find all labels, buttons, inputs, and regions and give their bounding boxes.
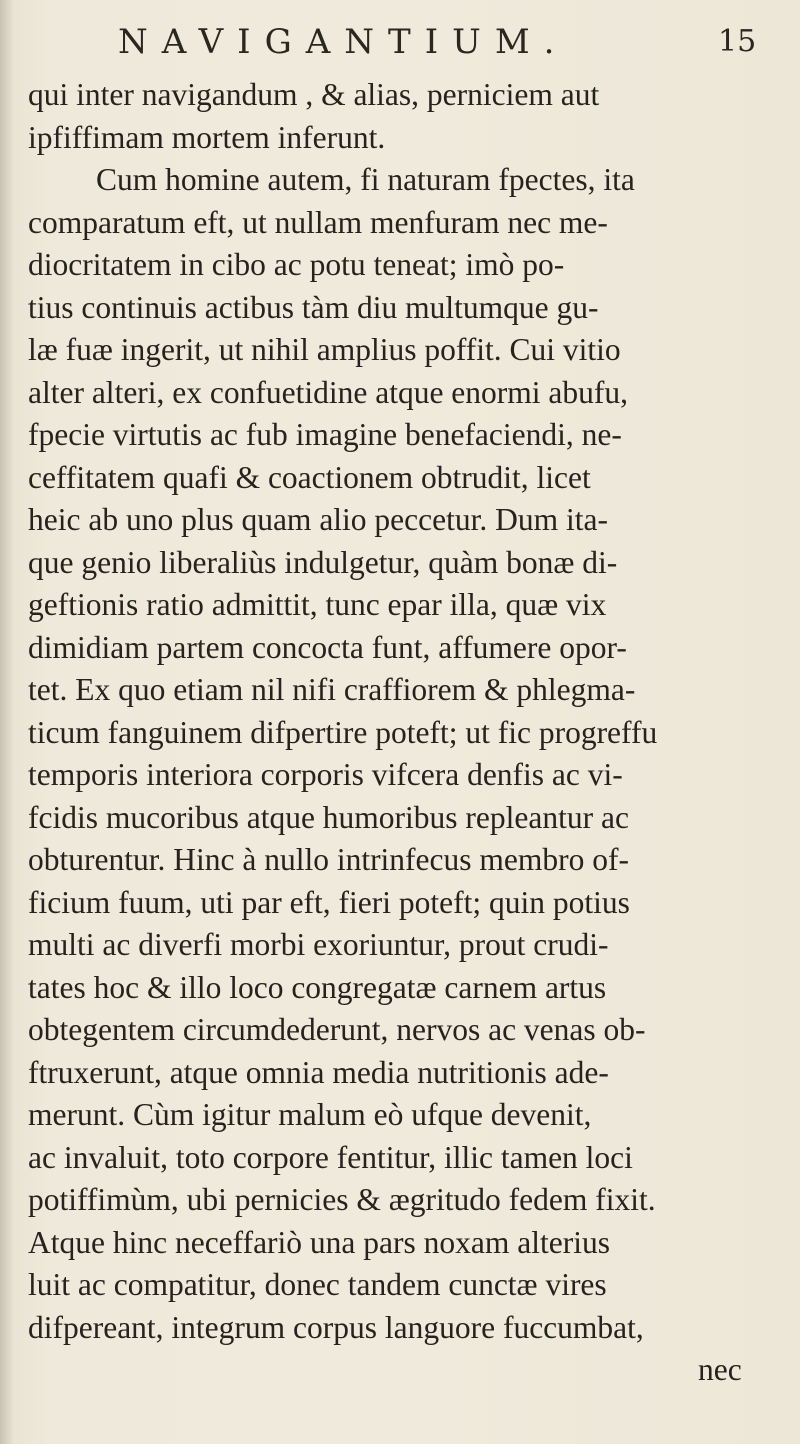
text-line: diocritatem in cibo ac potu teneat; imò po- xyxy=(28,247,565,282)
text-line: qui inter navigandum , & alias, perniciem aut xyxy=(28,77,600,112)
text-line: difpereant, integrum corpus languore fuccumbat, xyxy=(28,1309,644,1345)
text-line: dimidiam partem concocta funt, affumere opor- xyxy=(28,629,627,665)
text-line: tius continuis actibus tàm diu multumque gu- xyxy=(28,289,599,325)
text-line: Atque hinc neceffariò una pars noxam alterius xyxy=(28,1224,610,1260)
text-line: temporis interiora corporis vifcera denfis ac vi- xyxy=(28,757,623,792)
running-head xyxy=(0,22,800,72)
text-line: comparatum eft, ut nullam menfuram nec me- xyxy=(28,204,608,240)
text-line: heic ab uno plus quam alio peccetur. Dum ita- xyxy=(28,502,608,537)
text-line: ac invaluit, toto corpore fentitur, illic tamen loci xyxy=(28,1139,633,1175)
text-line: potiffimùm, ubi pernicies & ægritudo fedem fixit. xyxy=(28,1182,656,1217)
text-line: ticum fanguinem difpertire poteft; ut fic progreffu xyxy=(28,714,658,750)
text-line: læ fuæ ingerit, ut nihil amplius poffit. Cui vitio xyxy=(28,332,621,367)
text-line: merunt. Cùm igitur malum eò ufque devenit, xyxy=(28,1097,592,1132)
text-line: fcidis mucoribus atque humoribus repleantur ac xyxy=(28,799,629,835)
text-line: geftionis ratio admittit, tunc epar illa, quæ vix xyxy=(28,587,607,622)
catchword: nec xyxy=(698,1352,742,1387)
text-line: multi ac diverfi morbi exoriuntur, prout crudi- xyxy=(28,927,609,962)
text-line: tates hoc & illo loco congregatæ carnem artus xyxy=(28,969,607,1005)
text-line: obturentur. Hinc à nullo intrinfecus membro of- xyxy=(28,842,629,877)
text-line: fpecie virtutis ac fub imagine benefaciendi, ne- xyxy=(28,417,622,452)
text-line: tet. Ex quo etiam nil nifi craffiorem & phlegma- xyxy=(28,672,636,707)
page-number: 15 xyxy=(718,24,757,59)
text-line: luit ac compatitur, donec tandem cunctæ vires xyxy=(28,1267,607,1302)
text-line: que genio liberaliùs indulgetur, quàm bonæ di- xyxy=(28,544,618,580)
text-line: obtegentem circumdederunt, nervos ac venas ob- xyxy=(28,1012,646,1047)
binding-gutter-shadow xyxy=(0,0,14,1444)
text-line: ceffitatem quafi & coactionem obtrudit, licet xyxy=(28,459,591,495)
text-line: ipfiffimam mortem inferunt. xyxy=(28,119,386,155)
text-line: ftruxerunt, atque omnia media nutritionis ade- xyxy=(28,1054,609,1090)
running-title: NAVIGANTIUM. xyxy=(118,22,569,62)
paragraph-first-line: Cum homine autem, fi naturam fpectes, ita xyxy=(96,162,635,197)
body-text xyxy=(28,74,788,1392)
text-line: ficium fuum, uti par eft, fieri poteft; quin potius xyxy=(28,884,630,920)
text-line: alter alteri, ex confuetidine atque enormi abufu, xyxy=(28,374,628,410)
